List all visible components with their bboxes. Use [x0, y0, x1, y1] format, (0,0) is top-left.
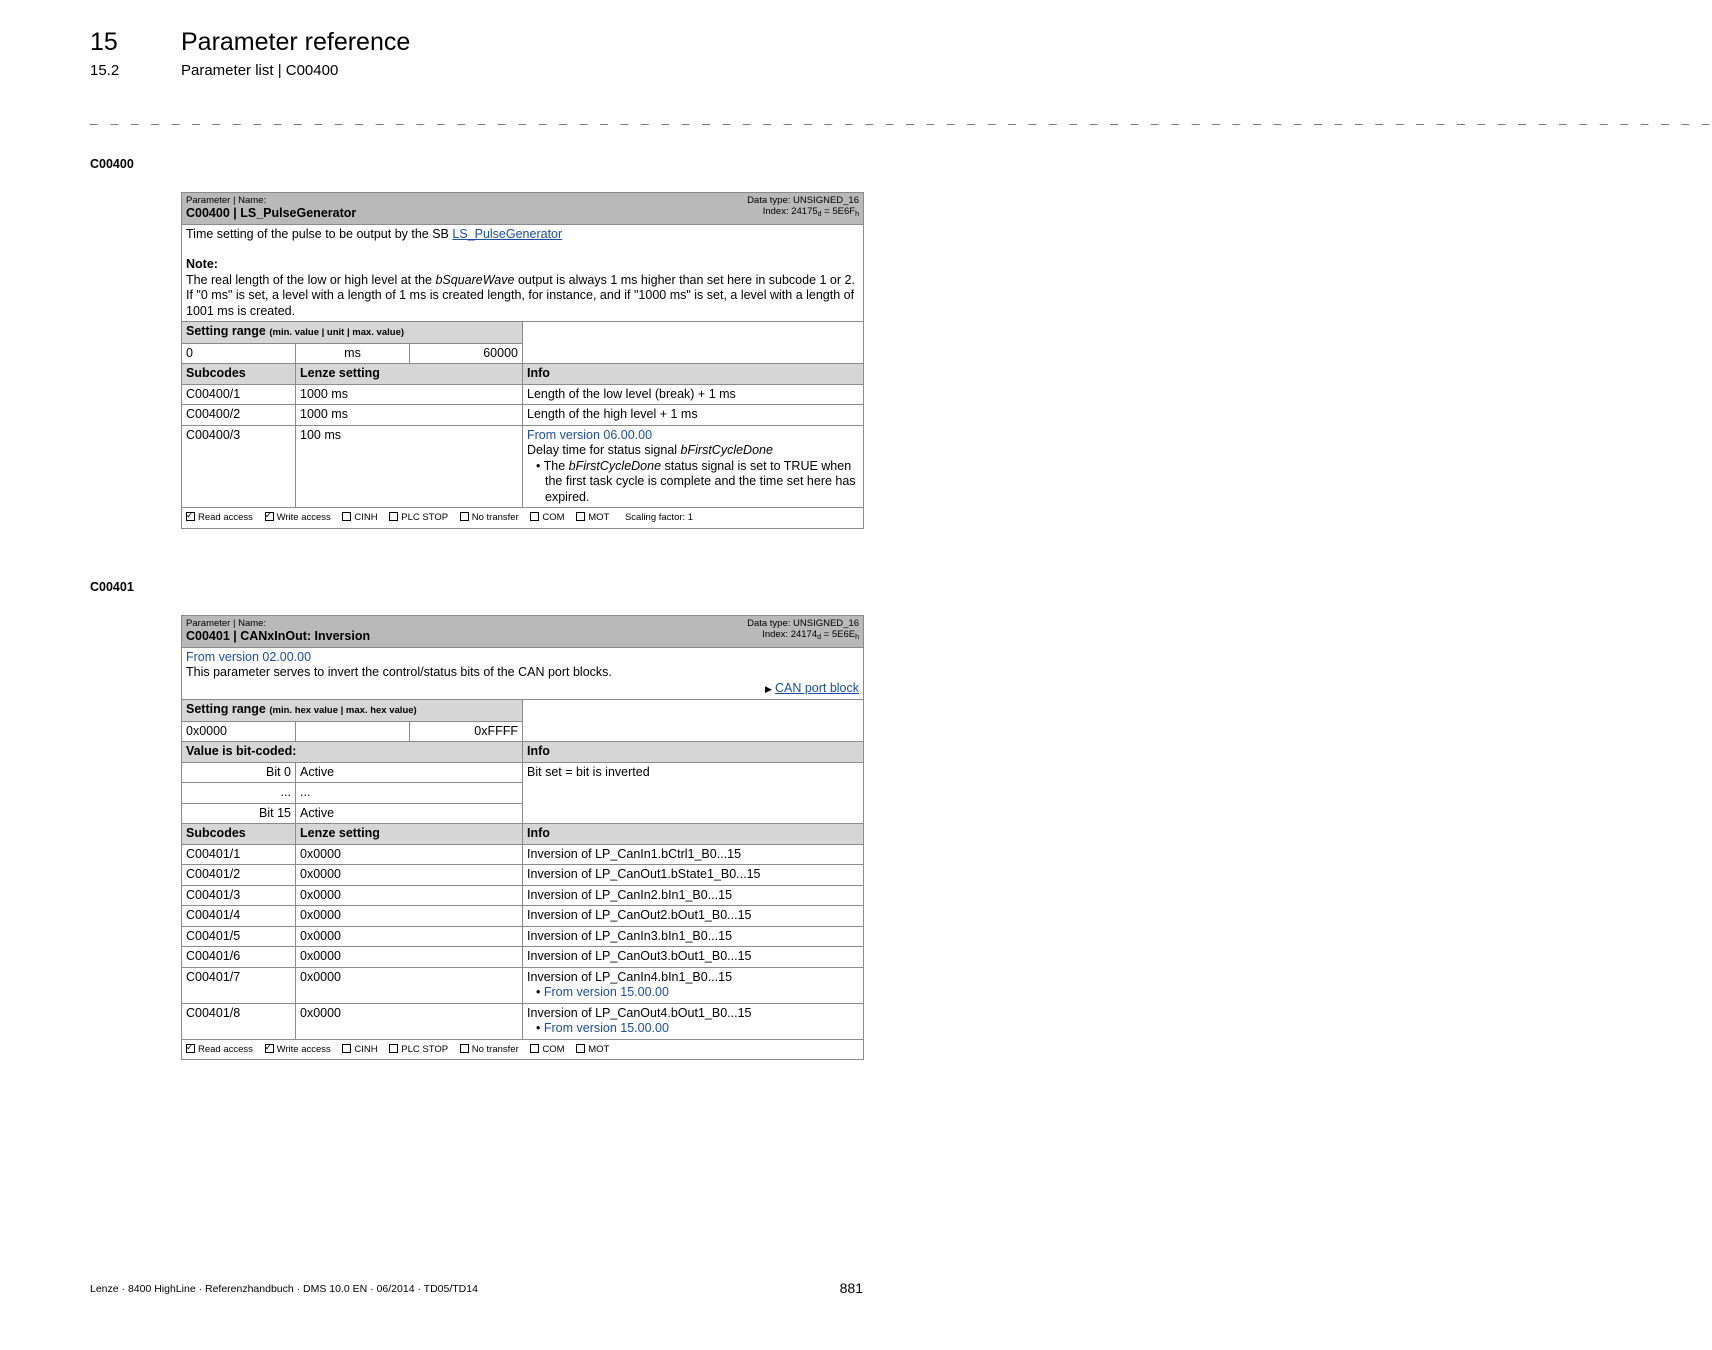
unchecked-box-icon — [342, 1044, 351, 1053]
param-label: Parameter | Name: — [186, 618, 267, 629]
table-row: C00401/5 0x0000 Inversion of LP_CanIn3.bIn1_B0...15 — [182, 926, 864, 947]
info-bullet: • The bFirstCycleDone status signal is set to TRUE when the first task cycle is complete and the time set here has expired. — [536, 458, 856, 504]
note-label: Note: — [186, 257, 218, 271]
unchecked-box-icon — [576, 1044, 585, 1053]
access-flags: ✓Read access ✓ Write access CINH PLC STOP No transfer COM MOT Scaling factor: 1 — [182, 508, 864, 529]
section-number: 15.2 — [90, 62, 120, 79]
checked-box-icon — [265, 512, 274, 521]
unchecked-box-icon — [460, 512, 469, 521]
can-port-block-link[interactable]: CAN port block — [774, 680, 860, 695]
setting-range-header: Setting range (min. value | unit | max. value) — [182, 322, 523, 344]
col-subcodes: Subcodes — [182, 824, 296, 845]
data-type: Data type: UNSIGNED_16 — [747, 618, 860, 629]
bit-coded-header: Value is bit-coded: — [182, 742, 523, 763]
range-max: 60000 — [410, 343, 523, 364]
col-subcodes: Subcodes — [182, 364, 296, 385]
unchecked-box-icon — [576, 512, 585, 521]
table-row: C00401/2 0x0000 Inversion of LP_CanOut1.bState1_B0...15 — [182, 865, 864, 886]
c00400-header-row — [182, 193, 864, 225]
unchecked-box-icon — [530, 512, 539, 521]
data-type: Data type: UNSIGNED_16 — [747, 195, 859, 206]
version-note: From version 15.00.00 — [543, 1021, 669, 1035]
col-lenze-setting: Lenze setting — [296, 364, 523, 385]
col-lenze-setting: Lenze setting — [296, 824, 523, 845]
table-row: C00401/6 0x0000 Inversion of LP_CanOut3.bOut1_B0...15 — [182, 947, 864, 968]
ls-pulsegenerator-link[interactable]: LS_PulseGenerator — [452, 226, 563, 241]
table-row: C00401/7 0x0000 Inversion of LP_CanIn4.bIn1_B0...15 • From version 15.00.00 — [182, 967, 864, 1003]
bit-row: Bit 15 Active — [182, 803, 864, 824]
access-flags: ✓Read access ✓ Write access CINH PLC STOP No transfer COM MOT — [182, 1039, 864, 1060]
range-min: 0x0000 — [182, 721, 296, 742]
param-index: Index: $24174_d = 5E6E_h$ — [762, 629, 860, 641]
unchecked-box-icon — [389, 1044, 398, 1053]
table-row: C00400/2 1000 ms Length of the high level + 1 ms — [182, 405, 864, 426]
col-info: Info — [523, 742, 864, 763]
unchecked-box-icon — [530, 1044, 539, 1053]
table-row: C00401/1 0x0000 Inversion of LP_CanIn1.bCtrl1_B0...15 — [182, 844, 864, 865]
col-info: Info — [523, 824, 864, 845]
c00400-heading: C00400 — [90, 157, 134, 171]
section-title: Parameter list | C00400 — [181, 62, 339, 79]
table-row: C00400/3 100 ms From version 06.00.00 Delay time for status signal bFirstCycleDone • The bFirstCycleDone status signal is set to TRUE when the first task cycle is complete and the time set here has expired. — [182, 425, 864, 508]
page-footer: Lenze · 8400 HighLine · Referenzhandbuch · DMS 10.0 EN · 06/2014 · TD05/TD14 — [90, 1283, 478, 1295]
chapter-number: 15 — [90, 28, 118, 56]
version-note: From version 06.00.00 — [527, 427, 653, 442]
checked-box-icon — [265, 1044, 274, 1053]
unchecked-box-icon — [342, 512, 351, 521]
header-divider: _ _ _ _ _ _ _ _ _ _ _ _ _ _ _ _ _ _ _ _ _ _ _ _ _ _ _ _ _ _ _ _ _ _ _ _ _ _ _ _ _ _ _ _ _ _ _ _ _ _ _ _ _ _ _ _ _ _ _ _ _ _ _ _ _ _ _ _ _ _ _ _ _ _ _ _ _ _ _ _ — [90, 112, 1712, 127]
page-number: 881 — [839, 1280, 863, 1296]
bit-row: ... ... — [182, 783, 864, 804]
c00400-table — [181, 192, 864, 529]
param-name: C00401 | CANxInOut: Inversion — [186, 629, 371, 643]
checked-box-icon — [186, 512, 195, 521]
range-max: 0xFFFF — [410, 721, 523, 742]
c00401-table — [181, 615, 864, 1060]
c00401-header-row — [182, 616, 864, 648]
c00401-heading: C00401 — [90, 580, 134, 594]
param-index: Index: $24175_d = 5E6F_h$ — [762, 206, 859, 218]
range-min: 0 — [182, 343, 296, 364]
table-row: C00401/8 0x0000 Inversion of LP_CanOut4.bOut1_B0...15 • From version 15.00.00 — [182, 1003, 864, 1039]
version-note: From version 15.00.00 — [543, 985, 669, 999]
bit-info: Bit set = bit is inverted — [523, 762, 864, 824]
col-info: Info — [523, 364, 864, 385]
setting-range-header: Setting range (min. hex value | max. hex value) — [182, 700, 523, 722]
bit-row: Bit 0 Active Bit set = bit is inverted — [182, 762, 864, 783]
unchecked-box-icon — [460, 1044, 469, 1053]
c00400-description: Time setting of the pulse to be output by the SB LS_PulseGenerator Note: The real length of the low or high level at the bSquareWave output is always 1 ms higher than set here in subcode 1 or 2. If "0 ms" is set, a level with a length of 1 ms is created length, for instance, and if "1000 ms" is set, a level with a length of 1001 ms is created. — [182, 224, 864, 322]
triangle-right-icon: ▶ — [765, 683, 772, 694]
unchecked-box-icon — [389, 512, 398, 521]
table-row: C00401/4 0x0000 Inversion of LP_CanOut2.bOut1_B0...15 — [182, 906, 864, 927]
note-text: The real length of the low or high level at the bSquareWave output is always 1 ms higher than set here in subcode 1 or 2. If "0 ms" is set, a level with a length of 1 ms is created length, for instance, and if "1000 ms" is set, a level with a length of 1001 ms is created. — [186, 272, 855, 318]
version-note: From version 02.00.00 — [186, 649, 312, 664]
table-row: C00401/3 0x0000 Inversion of LP_CanIn2.bIn1_B0...15 — [182, 885, 864, 906]
range-unit: ms — [296, 343, 410, 364]
param-label: Parameter | Name: — [186, 195, 267, 206]
checked-box-icon — [186, 1044, 195, 1053]
chapter-title: Parameter reference — [181, 28, 411, 56]
table-row: C00400/1 1000 ms Length of the low level (break) + 1 ms — [182, 384, 864, 405]
param-name: C00400 | LS_PulseGenerator — [186, 206, 357, 220]
c00401-description: From version 02.00.00 This parameter serves to invert the control/status bits of the CAN port blocks. ▶ CAN port block — [182, 647, 864, 700]
